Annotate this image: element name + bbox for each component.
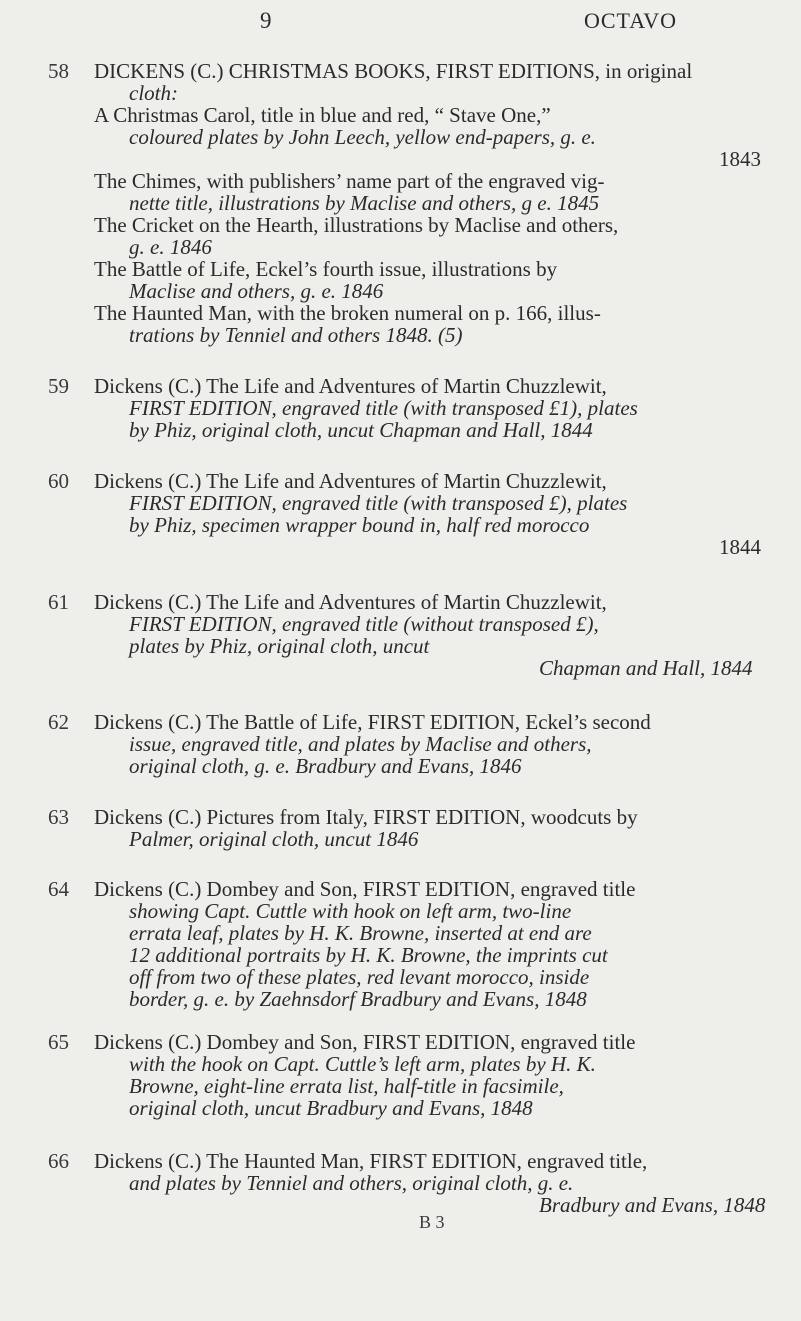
page-number: 9 [260, 8, 272, 33]
entry-line: 12 additional portraits by H. K. Browne, the imprints cut [129, 943, 608, 967]
entry-line: Dickens (C.) The Life and Adventures of Martin Chuzzlewit, [94, 590, 607, 614]
entry-line: with the hook on Capt. Cuttle’s left arm, plates by H. K. [129, 1052, 596, 1076]
entry-line: plates by Phiz, original cloth, uncut [129, 634, 430, 658]
lot-number: 66 [48, 1149, 69, 1173]
entry-line: Dickens (C.) Dombey and Son, FIRST EDITION, engraved title [94, 877, 636, 901]
entry-line: Dickens (C.) Pictures from Italy, FIRST EDITION, woodcuts by [94, 805, 638, 829]
entry-line: The Haunted Man, with the broken numeral on p. 166, illus- [94, 301, 601, 325]
entry-line: Bradbury and Evans, 1848 [539, 1193, 766, 1217]
lot-description [94, 1031, 761, 1119]
lot-description [94, 711, 761, 777]
lot-number: 58 [48, 59, 69, 83]
lot-description [94, 806, 761, 850]
entry-line: A Christmas Carol, title in blue and red, “ Stave One,” [94, 103, 551, 127]
entry-line: Dickens (C.) The Life and Adventures of Martin Chuzzlewit, [94, 374, 607, 398]
entry-line: original cloth, g. e. Bradbury and Evans, 1846 [129, 754, 522, 778]
entry-line: original cloth, uncut Bradbury and Evans, 1848 [129, 1096, 533, 1120]
entry-line: FIRST EDITION, engraved title (with transposed £1), plates [129, 396, 638, 420]
entry-line: issue, engraved title, and plates by Maclise and others, [129, 732, 592, 756]
entry-line: The Chimes, with publishers’ name part of the engraved vig- [94, 169, 605, 193]
entry-line: The Battle of Life, Eckel’s fourth issue, illustrations by [94, 257, 558, 281]
lot-number: 65 [48, 1030, 69, 1054]
lot-description [94, 878, 761, 1010]
lot-number: 59 [48, 374, 69, 398]
entry-line: Dickens (C.) The Life and Adventures of Martin Chuzzlewit, [94, 469, 607, 493]
entry-line: showing Capt. Cuttle with hook on left arm, two-line [129, 899, 572, 923]
lot-description [94, 591, 761, 679]
entry-line: 1844 [719, 535, 761, 559]
entry-line: Maclise and others, g. e. 1846 [129, 279, 384, 303]
lot-number: 61 [48, 590, 69, 614]
entry-line: Chapman and Hall, 1844 [539, 656, 753, 680]
lot-number: 62 [48, 710, 69, 734]
lot-description [94, 1149, 766, 1217]
entry-line: and plates by Tenniel and others, original cloth, g. e. [129, 1171, 574, 1195]
entry-line: Palmer, original cloth, uncut 1846 [129, 827, 419, 851]
entry-line: g. e. 1846 [129, 235, 212, 259]
entry-line: Browne, eight-line errata list, half-title in facsimile, [129, 1074, 564, 1098]
entry-line: The Cricket on the Hearth, illustrations by Maclise and others, [94, 213, 619, 237]
lot-number: 63 [48, 805, 69, 829]
entry-line: Dickens (C.) The Haunted Man, FIRST EDITION, engraved title, [94, 1149, 648, 1173]
entry-line: Dickens (C.) The Battle of Life, FIRST EDITION, Eckel’s second [94, 710, 651, 734]
entry-line: by Phiz, original cloth, uncut Chapman and Hall, 1844 [129, 418, 593, 442]
lot-description [94, 375, 761, 441]
entry-line: by Phiz, specimen wrapper bound in, half red morocco [129, 513, 590, 537]
entry-line: cloth: [129, 81, 178, 105]
section-title: OCTAVO [584, 8, 678, 33]
entry-line: 1843 [719, 147, 761, 171]
entry-line: FIRST EDITION, engraved title (without transposed £), [129, 612, 599, 636]
entry-line: off from two of these plates, red levant morocco, inside [129, 965, 590, 989]
lot-description [94, 60, 761, 346]
entry-line: FIRST EDITION, engraved title (with transposed £), plates [129, 491, 628, 515]
entry-line: DICKENS (C.) CHRISTMAS BOOKS, FIRST EDITIONS, in original [94, 59, 693, 83]
entry-line: nette title, illustrations by Maclise and others, g e. 1845 [129, 191, 600, 215]
entry-line: trations by Tenniel and others 1848. (5) [129, 323, 463, 347]
signature-mark: B 3 [419, 1212, 445, 1232]
lot-description [94, 470, 761, 558]
running-head [0, 8, 801, 38]
lot-number: 60 [48, 469, 69, 493]
entry-line: errata leaf, plates by H. K. Browne, inserted at end are [129, 921, 592, 945]
entry-line: Dickens (C.) Dombey and Son, FIRST EDITION, engraved title [94, 1030, 636, 1054]
entry-line: coloured plates by John Leech, yellow end-papers, g. e. [129, 125, 596, 149]
lot-number: 64 [48, 877, 69, 901]
entry-line: border, g. e. by Zaehnsdorf Bradbury and Evans, 1848 [129, 987, 587, 1011]
